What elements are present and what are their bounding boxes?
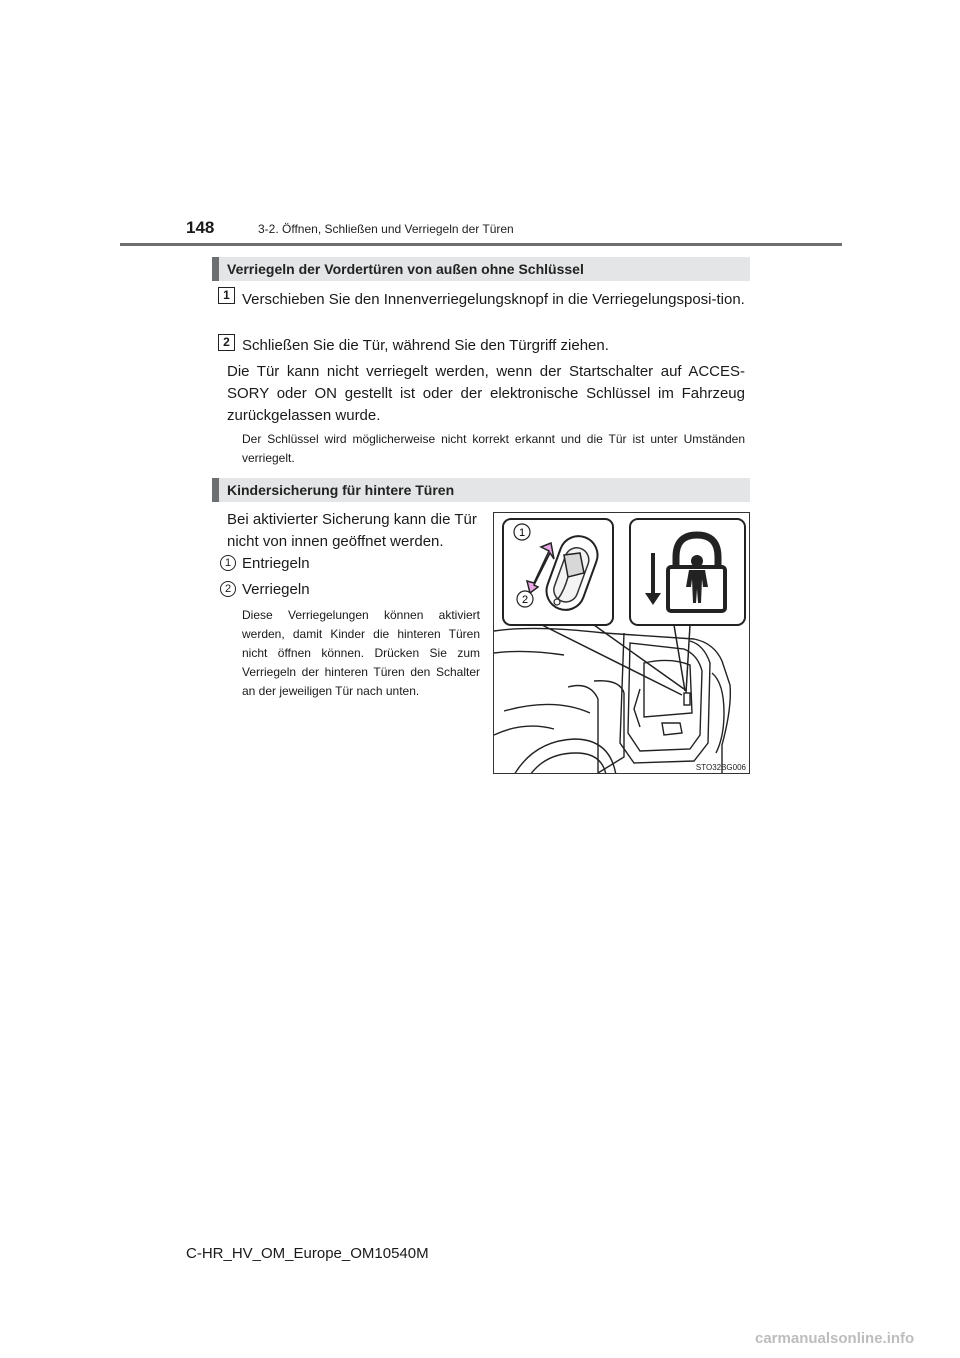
child-lock-illustration (493, 512, 750, 774)
callout-1-label: 1 (518, 527, 526, 539)
item-label-lock: Verriegeln (242, 581, 310, 598)
step-text-1: Verschieben Sie den Innenverriegelungsknopf in die Verriegelungsposi-tion. (242, 291, 745, 308)
step-number-1: 1 (218, 287, 235, 304)
item-label-unlock: Entriegeln (242, 555, 310, 572)
child-lock-drawing (494, 513, 750, 774)
child-lock-intro: Bei aktivierter Sicherung kann die Tür nicht von innen geöffnet werden. (227, 511, 477, 550)
section-header-front-doors: Verriegeln der Vordertüren von außen ohne Schlüssel (212, 257, 750, 281)
footer-doc-id: C-HR_HV_OM_Europe_OM10540M (186, 1245, 429, 1262)
step-number-2: 2 (218, 334, 235, 351)
info-note: Der Schlüssel wird möglicherweise nicht korrekt erkannt und die Tür ist unter Umständen verriegelt. (242, 432, 745, 465)
item-number-1: 1 (220, 555, 236, 571)
watermark-text: carmanualsonline.info (755, 1330, 915, 1347)
item-number-2: 2 (220, 581, 236, 597)
child-lock-note: Diese Verriegelungen können aktiviert werden, damit Kinder die hinteren Türen nicht öffnen können. Drücken Sie zum Verriegeln der hinteren Türen den Schalter an der jeweiligen Tür nach unten. (242, 608, 480, 698)
down-arrow-icon (651, 553, 655, 595)
step-text-2: Schließen Sie die Tür, während Sie den Türgriff ziehen. (242, 337, 609, 354)
info-paragraph: Die Tür kann nicht verriegelt werden, wenn der Startschalter auf ACCES-SORY oder ON gestellt ist oder der elektronische Schlüssel im Fahrzeug zurückgelassen wurde. (227, 363, 745, 424)
page-number: 148 (186, 218, 215, 237)
callout-2-label: 2 (521, 594, 529, 606)
top-rule (120, 243, 842, 246)
child-figure-icon (691, 555, 703, 567)
car-door-drawing (494, 628, 730, 774)
section-header-child-lock: Kindersicherung für hintere Türen (212, 478, 750, 502)
section-title: 3-2. Öffnen, Schließen und Verriegeln der Türen (258, 222, 514, 236)
figure-code: STO32BG006 (695, 763, 746, 772)
